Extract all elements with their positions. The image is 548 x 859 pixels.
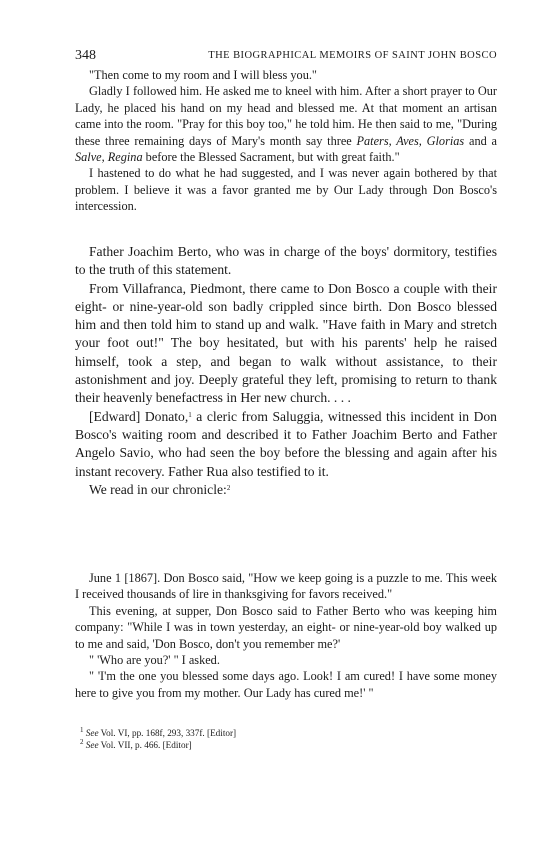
paragraph: June 1 [1867]. Don Bosco said, "How we keep going is a puzzle to me. This week I received thousands of lire in thanksgiving for favors received.": [75, 571, 497, 602]
chronicle-block: [75, 570, 497, 701]
paragraph: I hastened to do what he had suggested, and I was never again bothered by that problem. I believe it was a favor granted me by Our Lady through Don Bosco's intercession.: [75, 166, 497, 214]
running-title: THE BIOGRAPHICAL MEMOIRS OF SAINT JOHN BOSCO: [208, 50, 497, 61]
footnote: $^1$ See Vol. VI, pp. 168f, 293, 337f. [Editor]: [80, 726, 237, 738]
paragraph: [Edward] Donato,$^1$ a cleric from Saluggia, witnessed this incident in Don Bosco's waiting room and described it to Father Joachim Berto and Father Angelo Savio, who had seen the boy before the blessing and again after his instant recovery. Father Rua also testified to it.: [75, 408, 497, 479]
testimony-block: [75, 67, 497, 215]
paragraph: "Then come to my room and I will bless you.": [89, 68, 317, 82]
paragraph: From Villafranca, Piedmont, there came to Don Bosco a couple with their eight- or nine-year-old son badly crippled since birth. Don Bosco blessed him and then told him to stand up and walk. "Have faith in Mary and stretch your foot out!" The boy hesitated, but with his parents' help he raised himself, took a step, and began to walk without assistance, to their astonishment and joy. Deeply grateful they left, promising to return to thank their heavenly benefactress in Her new church. . . .: [75, 280, 497, 406]
emphasis: Salve, Regina: [75, 150, 143, 165]
paragraph: " 'Who are you?' " I asked.: [89, 653, 220, 668]
emphasis: Paters, Aves, Glorias: [356, 133, 465, 148]
page-number: 348: [75, 48, 96, 63]
footnote-ref: 1: [188, 410, 192, 419]
paragraph: " 'I'm the one you blessed some days ago. Look! I am cured! I have some money here to give you from my mother. Our Lady has cured me!' ": [75, 669, 497, 700]
main-text-block: [75, 243, 497, 499]
paragraph: We read in our chronicle:$^2$: [89, 481, 231, 497]
footnote: $^2$ See Vol. VII, p. 466. [Editor]: [80, 738, 192, 750]
footnotes: [75, 727, 497, 751]
page-header: [75, 48, 497, 66]
paragraph: This evening, at supper, Don Bosco said to Father Berto who was keeping him company: "While I was in town yesterday, an eight- or nine-year-old boy walked up to me and said, 'Don Bosco, don't you remember me?': [75, 603, 497, 651]
paragraph: Father Joachim Berto, who was in charge of the boys' dormitory, testifies to the truth of this statement.: [75, 244, 497, 278]
paragraph: Gladly I followed him. He asked me to kneel with him. After a short prayer to Our Lady, he placed his hand on my head and blessed me. At that moment an artisan came into the room. "Pray for this boy too," he told him. He then said to me, "During these three remaining days of Mary's month say three Paters, Aves, Glorias and a Salve, Regina before the Blessed Sacrament, but with great faith.": [75, 84, 497, 165]
footnote-ref: 2: [226, 483, 231, 492]
